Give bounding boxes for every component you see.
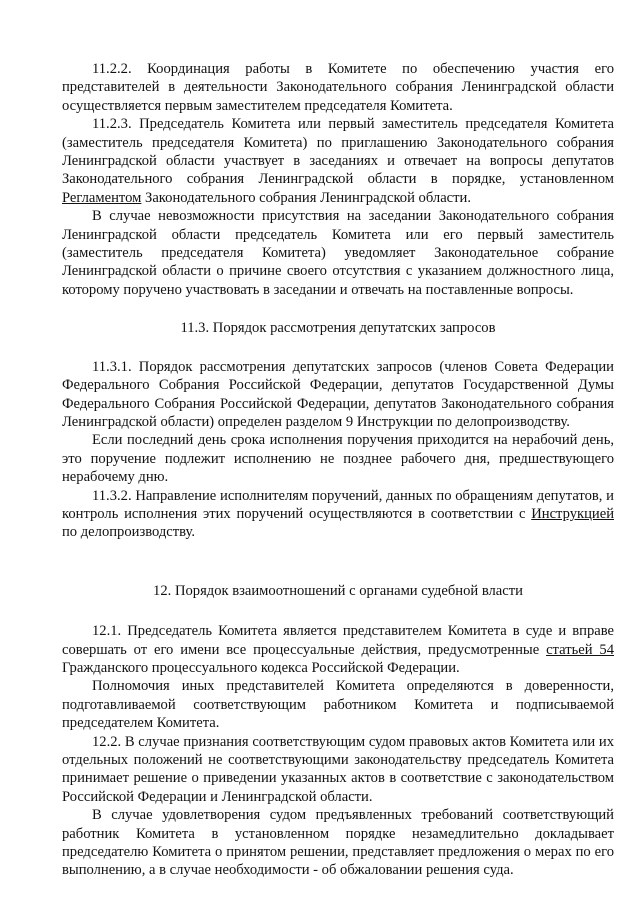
paragraph-11-3-2 bbox=[62, 487, 614, 542]
paragraph-12-2: 12.2. В случае признания соответствующим судом правовых актов Комитета или их отдельных положений не соответствующими законодательству председатель Комитета принимает решение о приведении указанных актов в соответствие с законодательством Российской Федерации и Ленинградской области. bbox=[62, 733, 614, 805]
paragraph-text: 11.3.2. Направление исполнителям поручений, данных по обращениям депутатов, и контроль исполнения этих поручений осуществляются в соответствии с bbox=[62, 487, 614, 522]
paragraph-text: по делопроизводству. bbox=[62, 524, 196, 541]
reglament-link[interactable]: Регламентом bbox=[62, 189, 142, 206]
paragraph-11-2-2: 11.2.2. Координация работы в Комитете по обеспечению участия его представителей в деятельности Законодательного собрания Ленинградской области осуществляется первым заместителем председателя Комитета. bbox=[62, 61, 614, 114]
paragraph-11-2-3 bbox=[62, 115, 614, 207]
section-title-11-3: 11.3. Порядок рассмотрения депутатских запросов bbox=[180, 320, 496, 337]
paragraph-12-1 bbox=[62, 622, 614, 677]
paragraph-powers: Полномочия иных представителей Комитета определяются в доверенности, подготавливаемой соответствующим работником Комитета и подписываемой председателем Комитета. bbox=[62, 678, 614, 732]
paragraph-text: 12.1. Председатель Комитета является представителем Комитета в суде и вправе совершать от его имени все процессуальные действия, предусмотренные bbox=[62, 623, 614, 658]
paragraph-court-decision: В случае удовлетворения судом предъявленных требований соответствующий работник Комитета в установленном порядке незамедлительно докладывает председателю Комитета о принятом решении, представляет предложения о мерах по его выполнению, а в случае необходимости - об обжаловании решения суда. bbox=[62, 807, 614, 879]
paragraph-text: Гражданского процессуального кодекса Российской Федерации. bbox=[62, 659, 460, 676]
article-54-link[interactable]: статьей 54 bbox=[546, 641, 614, 658]
paragraph-absence: В случае невозможности присутствия на заседании Законодательного собрания Ленинградской области председатель Комитета или его первый заместитель (заместитель председателя Комитета) уведомляет Законодательное собрание Ленинградской области о причине своего отсутствия с указанием должностного лица, которому поручено участвовать в заседании и отвечать на поставленные вопросы. bbox=[62, 208, 614, 298]
paragraph-deadline: Если последний день срока исполнения поручения приходится на нерабочий день, это поручение подлежит исполнению не позднее рабочего дня, предшествующего нерабочему дню. bbox=[62, 432, 614, 486]
paragraph-text: Законодательного собрания Ленинградской области. bbox=[141, 189, 471, 206]
instruction-link[interactable]: Инструкцией bbox=[531, 505, 614, 522]
section-title-12: 12. Порядок взаимоотношений с органами судебной власти bbox=[153, 582, 523, 599]
paragraph-11-3-1: 11.3.1. Порядок рассмотрения депутатских запросов (членов Совета Федерации Федерального Собрания Российской Федерации, депутатов Государственной Думы Федерального Собрания Российской Федерации, депутатов Законодательного собрания Ленинградской области) определен разделом 9 Инструкции по делопроизводству. bbox=[62, 358, 614, 430]
paragraph-text: 11.2.3. Председатель Комитета или первый заместитель председателя Комитета (заместитель председателя Комитета) по приглашению Законодательного собрания Ленинградской области участвует в заседаниях и отвечает на вопросы депутатов Законодательного собрания Ленинградской области в порядке, установленном bbox=[62, 116, 614, 188]
